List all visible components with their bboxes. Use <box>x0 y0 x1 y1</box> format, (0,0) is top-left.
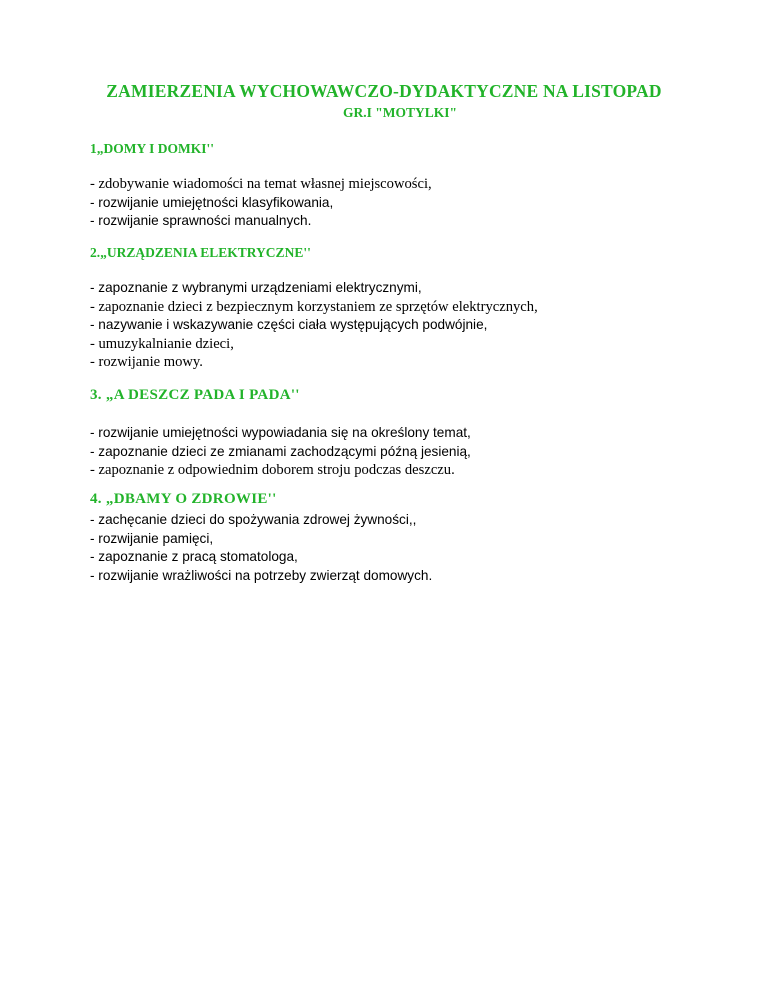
list-item: - rozwijanie sprawności manualnych. <box>90 213 312 229</box>
section-item-list <box>90 511 730 585</box>
list-item: - zapoznanie z wybranymi urządzeniami elektrycznymi, <box>90 280 422 295</box>
list-item: - zdobywanie wiadomości na temat własnej miejscowości, <box>90 176 432 192</box>
list-item: - zachęcanie dzieci do spożywania zdrowej żywności,, <box>90 512 417 527</box>
list-item: - nazywanie i wskazywanie części ciała występujących podwójnie, <box>90 317 488 333</box>
section-dbamy-o-zdrowie <box>90 491 730 585</box>
section-heading: 2.„URZĄDZENIA ELEKTRYCZNE'' <box>90 245 311 260</box>
section-item-list <box>90 424 730 480</box>
section-a-deszcz-pada <box>90 387 730 480</box>
section-heading: 4. „DBAMY O ZDROWIE'' <box>90 491 277 507</box>
section-urzadzenia-elektryczne <box>90 245 730 372</box>
section-heading: 1„DOMY I DOMKI'' <box>90 141 214 156</box>
section-heading: 3. „A DESZCZ PADA I PADA'' <box>90 387 300 403</box>
list-item: - zapoznanie z pracą stomatologa, <box>90 549 298 565</box>
section-item-list <box>90 175 730 231</box>
list-item: - zapoznanie dzieci ze zmianami zachodzącymi późną jesienią, <box>90 443 471 459</box>
section-domy-i-domki <box>90 141 730 231</box>
list-item: - rozwijanie mowy. <box>90 354 203 371</box>
list-item: - rozwijanie umiejętności wypowiadania się na określony temat, <box>90 425 471 440</box>
document-subtitle: GR.I "MOTYLKI" <box>343 105 457 120</box>
list-item: - zapoznanie dzieci z bezpiecznym korzystaniem ze sprzętów elektrycznych, <box>90 298 538 315</box>
list-item: - rozwijanie umiejętności klasyfikowania, <box>90 194 334 210</box>
list-item: - rozwijanie pamięci, <box>90 530 214 546</box>
list-item: - rozwijanie wrażliwości na potrzeby zwierząt domowych. <box>90 567 433 583</box>
list-item: - zapoznanie z odpowiednim doborem stroju podczas deszczu. <box>90 462 455 479</box>
document-title: ZAMIERZENIA WYCHOWAWCZO-DYDAKTYCZNE NA LISTOPAD <box>106 81 662 101</box>
section-item-list <box>90 279 730 372</box>
list-item: - umuzykalnianie dzieci, <box>90 335 234 352</box>
